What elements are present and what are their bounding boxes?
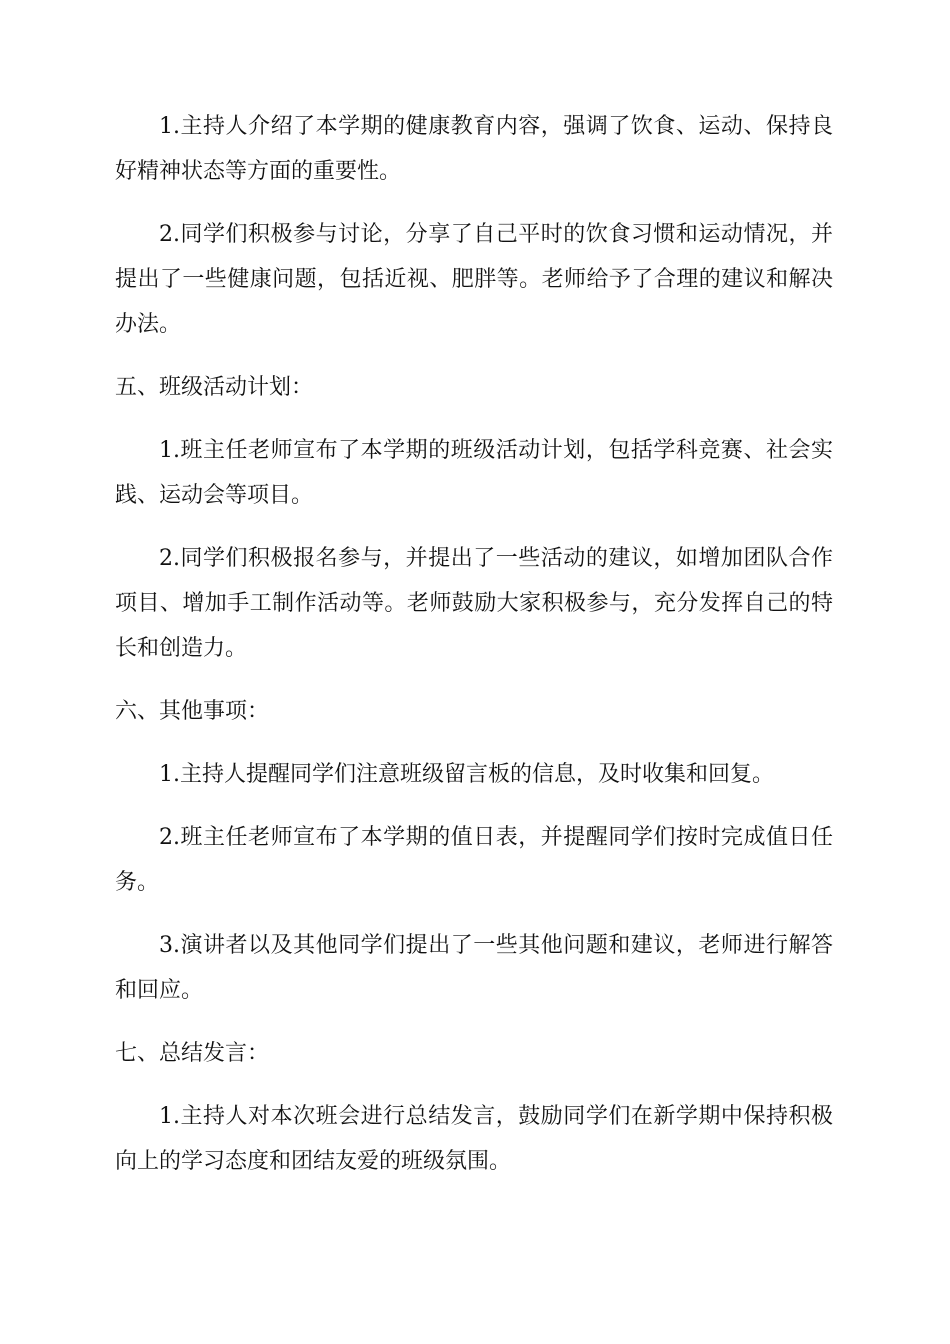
other-item-1: 1.主持人提醒同学们注意班级留言板的信息，及时收集和回复。 [159, 762, 774, 787]
health-item-2: 2.同学们积极参与讨论，分享了自己平时的饮食习惯和运动情况，并提出了一些健康问题，包括近视、肥胖等。老师给予了合理的建议和解决办法。 [115, 222, 833, 337]
document-page [115, 104, 833, 1202]
other-heading: 六、其他事项： [115, 699, 270, 724]
other-item-3: 3.演讲者以及其他同学们提出了一些其他问题和建议，老师进行解答和回应。 [115, 933, 833, 1003]
activities-item-2: 2.同学们积极报名参与，并提出了一些活动的建议，如增加团队合作项目、增加手工制作活动等。老师鼓励大家积极参与，充分发挥自己的特长和创造力。 [115, 546, 833, 661]
activities-heading: 五、班级活动计划： [115, 375, 314, 400]
summary-heading: 七、总结发言： [115, 1041, 270, 1066]
activities-item-1: 1.班主任老师宣布了本学期的班级活动计划，包括学科竞赛、社会实践、运动会等项目。 [115, 438, 833, 508]
health-item-1: 1.主持人介绍了本学期的健康教育内容，强调了饮食、运动、保持良好精神状态等方面的重要性。 [115, 114, 833, 184]
other-item-2: 2.班主任老师宣布了本学期的值日表，并提醒同学们按时完成值日任务。 [115, 825, 833, 895]
summary-item-1: 1.主持人对本次班会进行总结发言，鼓励同学们在新学期中保持积极向上的学习态度和团结友爱的班级氛围。 [115, 1104, 833, 1174]
